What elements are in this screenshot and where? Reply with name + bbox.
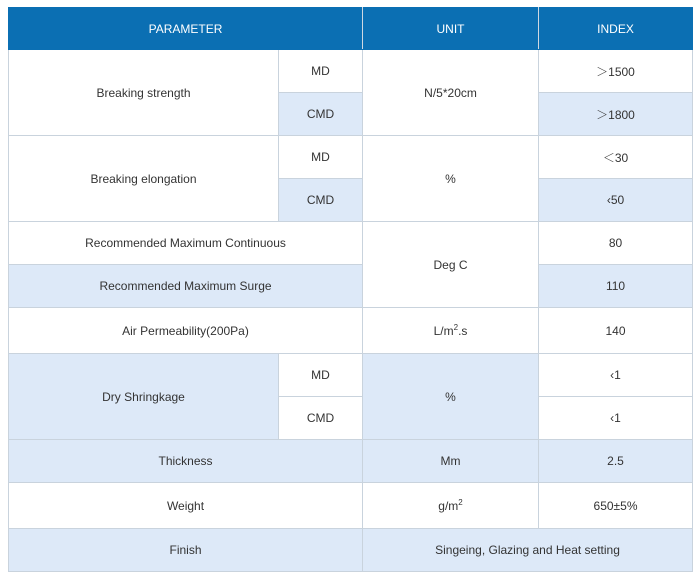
unit-air-permeability: $L/m^2.s$ bbox=[363, 308, 539, 354]
index-weight: 650±5% bbox=[539, 483, 693, 529]
param-weight: Weight bbox=[9, 483, 363, 529]
header-index: INDEX bbox=[539, 8, 693, 50]
direction-cmd: CMD bbox=[279, 93, 363, 136]
index-breaking-elongation-cmd: ‹50 bbox=[539, 179, 693, 222]
param-air-permeability: Air Permeability(200Pa) bbox=[9, 308, 363, 354]
param-thickness: Thickness bbox=[9, 440, 363, 483]
table-row bbox=[9, 483, 693, 529]
direction-md: MD bbox=[279, 136, 363, 179]
param-rec-max-continuous: Recommended Maximum Continuous bbox=[9, 222, 363, 265]
unit-thickness: Mm bbox=[363, 440, 539, 483]
header-parameter: PARAMETER bbox=[9, 8, 363, 50]
index-rec-max-continuous: 80 bbox=[539, 222, 693, 265]
index-air-permeability: 140 bbox=[539, 308, 693, 354]
param-dry-shrinkage: Dry Shringkage bbox=[9, 354, 279, 440]
index-rec-max-surge: 110 bbox=[539, 265, 693, 308]
direction-md: MD bbox=[279, 50, 363, 93]
param-breaking-elongation: Breaking elongation bbox=[9, 136, 279, 222]
index-breaking-strength-md: ＞1500 bbox=[539, 50, 693, 93]
unit-breaking-strength: N/5*20cm bbox=[363, 50, 539, 136]
unit-weight: $g/m^2$ bbox=[363, 483, 539, 529]
table-row bbox=[9, 50, 693, 93]
direction-cmd: CMD bbox=[279, 179, 363, 222]
table-row bbox=[9, 308, 693, 354]
index-thickness: 2.5 bbox=[539, 440, 693, 483]
header-unit: UNIT bbox=[363, 8, 539, 50]
unit-breaking-elongation: % bbox=[363, 136, 539, 222]
unit-dry-shrinkage: % bbox=[363, 354, 539, 440]
direction-md: MD bbox=[279, 354, 363, 397]
param-breaking-strength: Breaking strength bbox=[9, 50, 279, 136]
table-row bbox=[9, 529, 693, 572]
table-row bbox=[9, 354, 693, 397]
table-row bbox=[9, 222, 693, 265]
table-row bbox=[9, 136, 693, 179]
parameter-table bbox=[8, 7, 693, 572]
index-dry-shrinkage-cmd: ‹1 bbox=[539, 397, 693, 440]
table-row bbox=[9, 440, 693, 483]
direction-cmd: CMD bbox=[279, 397, 363, 440]
param-rec-max-surge: Recommended Maximum Surge bbox=[9, 265, 363, 308]
index-breaking-strength-cmd: ＞1800 bbox=[539, 93, 693, 136]
finish-value: Singeing, Glazing and Heat setting bbox=[363, 529, 693, 572]
index-dry-shrinkage-md: ‹1 bbox=[539, 354, 693, 397]
header-row bbox=[9, 8, 693, 50]
table-row bbox=[9, 265, 693, 308]
param-finish: Finish bbox=[9, 529, 363, 572]
index-breaking-elongation-md: ＜30 bbox=[539, 136, 693, 179]
unit-deg-c: Deg C bbox=[363, 222, 539, 308]
